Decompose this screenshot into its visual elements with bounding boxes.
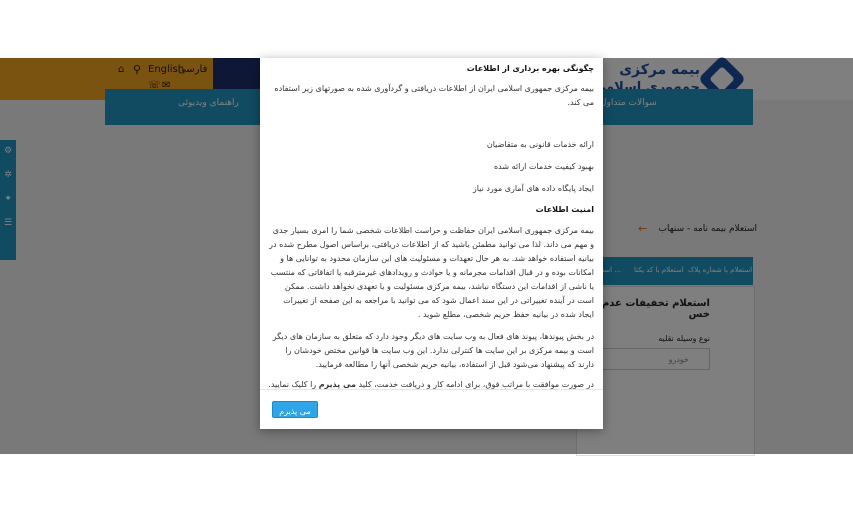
use-item-1: ارائه خدمات قانونی به متقاضیان	[486, 140, 594, 149]
heading-security: امنیت اطلاعات	[535, 205, 594, 214]
heading-usage: چگونگی بهره برداری از اطلاعات	[466, 64, 594, 73]
accept-button[interactable]: می پذیرم	[272, 401, 318, 418]
intro-text: بیمه مرکزی جمهوری اسلامی ایران از اطلاعات دریافتی و گردآوری شده به صورتهای زیر استفاده می کند.	[274, 84, 594, 107]
security-text: بیمه مرکزی جمهوری اسلامی ایران حفاظت و حراست اطلاعات شخصی شما را امری بسیار جدی و مهم می داند. لذا می توانید مطمئن باشید که از اطلاعات دریافتی، براساس اصول مطرح شده در بیانیه استفاده خواهد شد. به هر حال تعهدات و مسئولیت های این سازمان محدود به توانایی ها و امکانات بوده و در قبال اقدامات مجرمانه و یا حوادث و رویدادهای غیرمترقبه یا اتفاقاتی که منتسب یا ناشی از اقدامات این دستگاه نباشد، بیمه مرکزی مسئولیت و یا تعهدی نخواهد داشت. ممکن است در آینده تغییراتی در این سند اعمال شود که می توانید با مراجعه به این صفحه از تغییرات ایجاد شده در بیانیه حفظ حریم شخصی، مطلع شوید .	[269, 226, 594, 319]
consent-text-bold: می پذیرم	[318, 380, 357, 389]
consent-text-after: را کلیک نمایید.	[268, 380, 319, 389]
privacy-modal-body	[268, 62, 594, 389]
modal-footer-divider	[260, 389, 603, 390]
links-text: در بخش پیوندها، پیوند های فعال به وب سایت های دیگر وجود دارد که متعلق به سازمان های دیگر است و بیمه مرکزی بر این سایت ها کنترلی ندارد. این وب سایت ها قوانین مختص خودشان را دارند که پیشنهاد می‌شود قبل از استفاده، بیانیه حریم شخصی آنها را مطالعه فرمایید.	[272, 332, 594, 369]
use-item-3: ایجاد پایگاه داده های آماری مورد نیاز	[472, 184, 594, 193]
consent-text-before: در صورت موافقت با مراتب فوق، برای ادامه کار و دریافت خدمت، کلید	[356, 380, 594, 389]
use-item-2: بهبود کیفیت خدمات ارائه شده	[493, 162, 594, 171]
